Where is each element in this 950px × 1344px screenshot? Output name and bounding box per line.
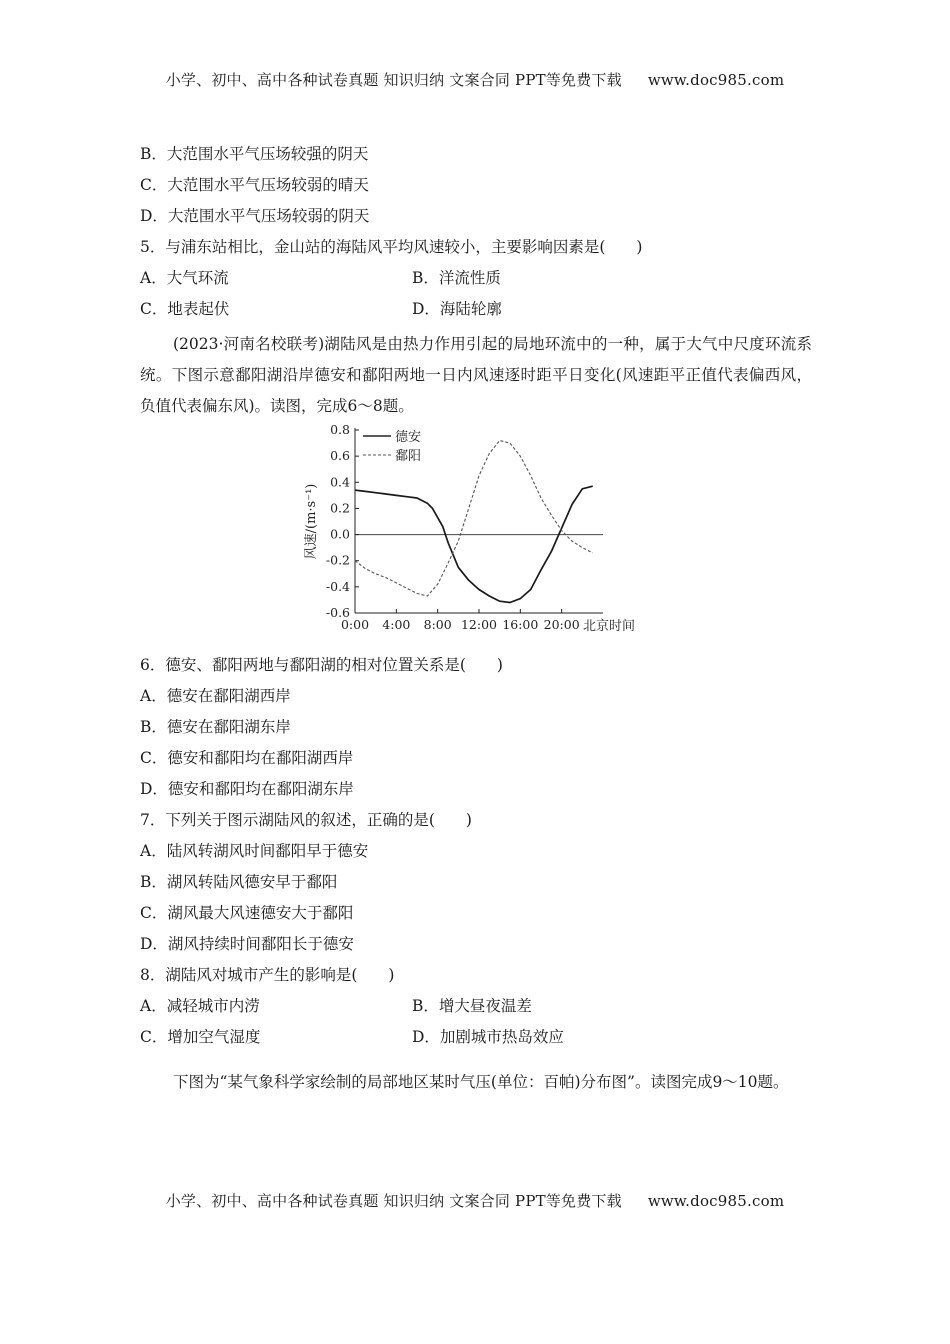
footer-site[interactable]: www.doc985.com bbox=[647, 1192, 785, 1210]
q8-option-c: C．增加空气湿度 bbox=[140, 1028, 261, 1046]
wind-anomaly-chart bbox=[140, 422, 812, 652]
passage-lake-land-breeze: (2023·河南名校联考)湖陆风是由热力作用引起的局地环流中的一种，属于大气中尺度环流系统。下图示意鄱阳湖沿岸德安和鄱阳两地一日内风速逐时距平日变化(风速距平正值代表偏西风，负值代表偏东风)。读图，完成6～8题。 bbox=[140, 335, 812, 415]
x-tick-label: 16:00 bbox=[502, 617, 539, 632]
q8-option-d: D．加剧城市热岛效应 bbox=[412, 1028, 564, 1046]
q6-stem: 6．德安、鄱阳两地与鄱阳湖的相对位置关系是( ) bbox=[140, 656, 503, 674]
series-line-dean bbox=[355, 486, 593, 602]
q5-option-a: A．大气环流 bbox=[140, 269, 229, 287]
x-tick-label: 12:00 bbox=[460, 617, 498, 632]
q7-option-a: A．陆风转湖风时间鄱阳早于德安 bbox=[140, 842, 369, 860]
x-ticks bbox=[341, 609, 580, 632]
header-text: 小学、初中、高中各种试卷真题 知识归纳 文案合同 PPT等免费下载 bbox=[165, 71, 622, 89]
x-tick-label: 20:00 bbox=[543, 617, 580, 632]
legend-label-dean: 德安 bbox=[395, 430, 422, 445]
q5-option-b: B．洋流性质 bbox=[412, 269, 501, 287]
chart-series bbox=[355, 441, 593, 603]
y-tick-label: 0.2 bbox=[330, 500, 350, 516]
q6-option-b: B．德安在鄱阳湖东岸 bbox=[140, 718, 291, 736]
passage-pressure-map: 下图为“某气象科学家绘制的局部地区某时气压(单位：百帕)分布图”。读图完成9～10题。 bbox=[173, 1073, 789, 1091]
q5-options-row1 bbox=[140, 265, 812, 296]
q4-option-d: D．大范围水平气压场较弱的阴天 bbox=[140, 207, 370, 225]
q6-option-c: C．德安和鄱阳均在鄱阳湖西岸 bbox=[140, 749, 354, 767]
page-footer bbox=[0, 1190, 950, 1211]
y-tick-label: -0.6 bbox=[325, 605, 350, 620]
q5-option-c: C．地表起伏 bbox=[140, 300, 230, 318]
q5-option-d: D．海陆轮廓 bbox=[412, 300, 502, 318]
y-tick-label: -0.2 bbox=[325, 552, 350, 568]
q7-option-c: C．湖风最大风速德安大于鄱阳 bbox=[140, 904, 354, 922]
wind-anomaly-chart-svg bbox=[140, 422, 812, 652]
y-tick-label: 0.4 bbox=[330, 474, 350, 490]
y-tick-label: 0.8 bbox=[330, 422, 350, 437]
header-site[interactable]: www.doc985.com bbox=[647, 71, 785, 89]
footer-text: 小学、初中、高中各种试卷真题 知识归纳 文案合同 PPT等免费下载 bbox=[165, 1192, 622, 1210]
q4-option-c: C．大范围水平气压场较弱的晴天 bbox=[140, 176, 369, 194]
q5-options-row2 bbox=[140, 296, 812, 327]
q8-stem: 8．湖陆风对城市产生的影响是( ) bbox=[140, 966, 395, 984]
document-body bbox=[140, 141, 812, 1098]
x-tick-label: 8:00 bbox=[423, 617, 452, 632]
y-tick-label: 0.6 bbox=[330, 448, 350, 464]
q8-options-row1 bbox=[140, 993, 812, 1024]
x-axis-label: 北京时间 bbox=[583, 619, 636, 634]
q7-stem: 7．下列关于图示湖陆风的叙述，正确的是( ) bbox=[140, 811, 472, 829]
x-tick-label: 0:00 bbox=[340, 617, 370, 632]
y-ticks bbox=[326, 422, 359, 620]
q6-option-d: D．德安和鄱阳均在鄱阳湖东岸 bbox=[140, 780, 354, 798]
y-tick-label: -0.4 bbox=[325, 578, 350, 594]
q8-options-row2 bbox=[140, 1024, 812, 1055]
legend-label-poyang: 鄱阳 bbox=[395, 449, 422, 464]
chart-legend bbox=[363, 429, 421, 464]
y-tick-label: 0.0 bbox=[330, 526, 350, 542]
q8-option-a: A．减轻城市内涝 bbox=[140, 997, 260, 1015]
q7-option-d: D．湖风持续时间鄱阳长于德安 bbox=[140, 935, 354, 953]
y-axis-label: 风速/(m·s⁻¹) bbox=[304, 483, 319, 560]
x-tick-label: 4:00 bbox=[382, 617, 411, 632]
series-line-poyang bbox=[355, 441, 593, 597]
page-header bbox=[0, 69, 950, 90]
q5-stem: 5．与浦东站相比，金山站的海陆风平均风速较小，主要影响因素是( ) bbox=[140, 238, 643, 256]
q7-option-b: B．湖风转陆风德安早于鄱阳 bbox=[140, 873, 338, 891]
q8-option-b: B．增大昼夜温差 bbox=[412, 997, 532, 1015]
q6-option-a: A．德安在鄱阳湖西岸 bbox=[140, 687, 291, 705]
q4-option-b: B．大范围水平气压场较强的阴天 bbox=[140, 145, 369, 163]
